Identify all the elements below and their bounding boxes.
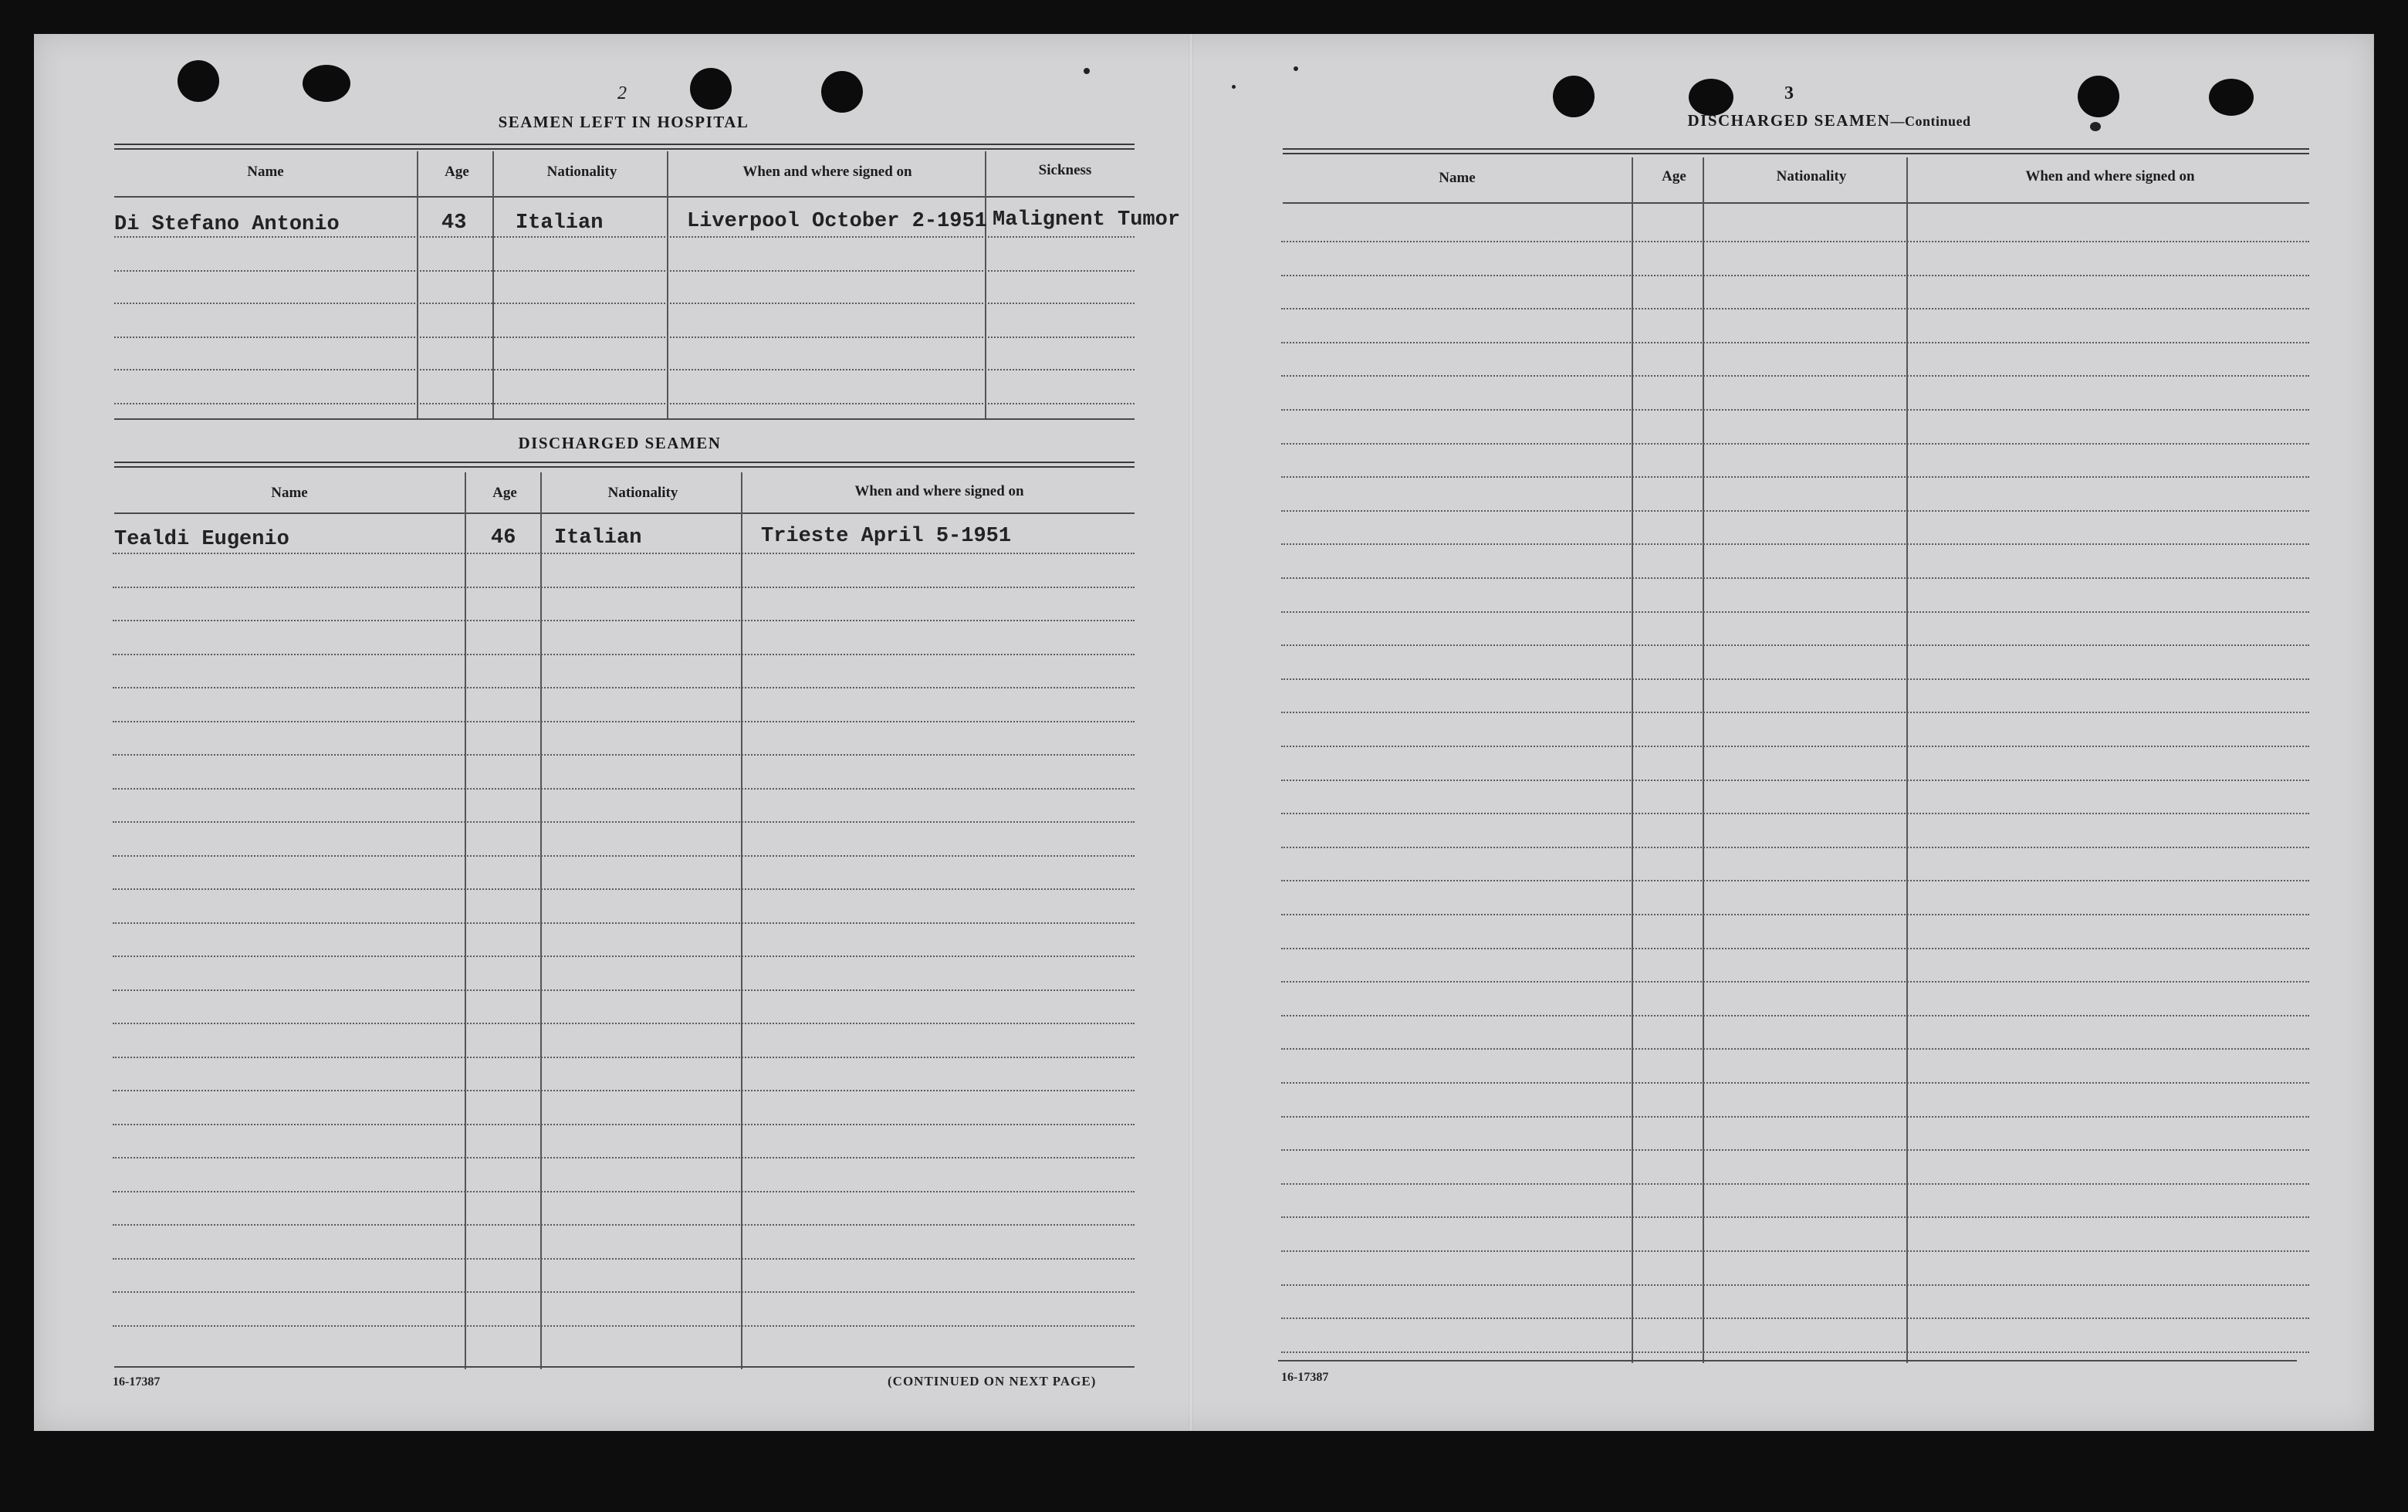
column-divider: [465, 472, 466, 1369]
row-line: [113, 788, 1135, 790]
col-header-signed-on: When and where signed on: [2025, 168, 2195, 184]
row-line: [114, 270, 1135, 272]
col-header-nationality: Nationality: [607, 485, 678, 501]
header-rule: [114, 144, 1135, 145]
row-line: [1281, 241, 2309, 242]
header-underline: [114, 196, 1135, 198]
table-bottom-rule: [1278, 1360, 2297, 1361]
row-line: [113, 855, 1135, 857]
col-header-age: Age: [445, 164, 469, 180]
sheet-edge: [2373, 34, 2374, 1431]
row-line: [113, 922, 1135, 924]
col-header-signed-on: When and where signed on: [854, 483, 1024, 499]
col-header-signed-on: When and where signed on: [742, 164, 912, 180]
punch-hole: [2078, 76, 2119, 117]
punch-hole: [303, 65, 350, 102]
row-line: [113, 1057, 1135, 1058]
row-line: [1281, 308, 2309, 310]
row-line: [1281, 914, 2309, 915]
row-line: [1281, 275, 2309, 276]
row-line: [113, 1224, 1135, 1226]
col-header-nationality: Nationality: [1776, 168, 1847, 184]
row-line: [1281, 443, 2309, 445]
col-header-nationality: Nationality: [546, 164, 617, 180]
row-line: [113, 553, 1135, 554]
row-line: [1281, 611, 2309, 613]
page-number-right: 3: [1784, 83, 1794, 103]
row-line: [1281, 1082, 2309, 1084]
row-line: [1281, 510, 2309, 512]
punch-hole: [690, 68, 732, 110]
row-line: [1281, 678, 2309, 680]
table-bottom-rule: [114, 1366, 1135, 1368]
row-line: [1281, 1183, 2309, 1185]
row-line: [1281, 1216, 2309, 1218]
page-fold: [1189, 34, 1193, 1431]
row-line: [1281, 409, 2309, 411]
row-line: [113, 1258, 1135, 1260]
row-line: [1281, 644, 2309, 646]
row-line: [113, 1124, 1135, 1125]
row-line: [114, 236, 1135, 238]
column-divider: [417, 151, 418, 418]
header-rule: [114, 462, 1135, 463]
col-header-age: Age: [492, 485, 517, 501]
row-line: [113, 587, 1135, 588]
row-line: [1281, 847, 2309, 848]
row-line: [1281, 746, 2309, 747]
header-underline: [114, 512, 1135, 514]
row-line: [113, 1291, 1135, 1293]
col-header-name: Name: [247, 164, 284, 180]
row-line: [1281, 1116, 2309, 1118]
form-number-right: 16-17387: [1281, 1371, 1329, 1384]
record-sheet: [34, 34, 2374, 1431]
row-line: [1281, 813, 2309, 814]
row-line: [114, 337, 1135, 338]
row-line: [1281, 1318, 2309, 1319]
row-line: [1281, 342, 2309, 343]
right-title-suffix: —Continued: [1890, 113, 1971, 129]
row-line: [1281, 712, 2309, 713]
row-line: [113, 1023, 1135, 1024]
row-line: [113, 721, 1135, 722]
row-line: [113, 754, 1135, 756]
col-header-age: Age: [1662, 168, 1686, 184]
page-number-left: 2: [617, 83, 627, 103]
row-line: [113, 1157, 1135, 1159]
right-section-title: [1621, 111, 2038, 130]
hospital-row-name: Di Stefano Antonio: [114, 213, 340, 236]
row-line: [1281, 981, 2309, 983]
column-divider: [540, 472, 542, 1369]
row-line: [113, 821, 1135, 823]
column-divider: [1703, 157, 1704, 1363]
hospital-row-age: 43: [441, 211, 467, 235]
punch-hole: [2209, 79, 2254, 116]
row-line: [113, 1325, 1135, 1327]
row-line: [114, 303, 1135, 304]
ink-speck: [1084, 68, 1090, 74]
row-line: [1281, 1351, 2309, 1353]
row-line: [1281, 1284, 2309, 1286]
table-bottom-rule: [114, 418, 1135, 420]
column-divider: [985, 151, 986, 418]
discharged-row-name: Tealdi Eugenio: [114, 528, 289, 551]
continued-note: (CONTINUED ON NEXT PAGE): [888, 1374, 1097, 1389]
discharged-row-age: 46: [491, 526, 516, 550]
column-divider: [667, 151, 668, 418]
discharged-row-signed-on: Trieste April 5-1951: [761, 525, 1012, 548]
row-line: [1281, 1048, 2309, 1050]
row-line: [113, 654, 1135, 655]
ink-speck: [1294, 66, 1298, 71]
row-line: [113, 989, 1135, 991]
hospital-section-title: SEAMEN LEFT IN HOSPITAL: [498, 113, 749, 131]
column-divider: [492, 151, 494, 418]
row-line: [113, 888, 1135, 890]
row-line: [1281, 1250, 2309, 1252]
col-header-sickness: Sickness: [1038, 162, 1092, 178]
ink-speck: [1232, 85, 1236, 89]
row-line: [114, 403, 1135, 404]
punch-hole: [178, 60, 219, 102]
discharged-row-nationality: Italian: [554, 526, 642, 550]
col-header-name: Name: [271, 485, 308, 501]
row-line: [113, 956, 1135, 957]
header-underline: [1283, 202, 2309, 204]
row-line: [114, 369, 1135, 370]
right-title-main: DISCHARGED SEAMEN: [1687, 111, 1891, 130]
row-line: [1281, 780, 2309, 781]
row-line: [1281, 577, 2309, 579]
row-line: [1281, 1149, 2309, 1151]
column-divider: [1632, 157, 1633, 1363]
hospital-row-signed-on: Liverpool October 2-1951: [687, 210, 987, 233]
row-line: [1281, 476, 2309, 478]
row-line: [1281, 1015, 2309, 1016]
ink-speck: [2090, 122, 2101, 131]
row-line: [113, 1191, 1135, 1192]
form-number-left: 16-17387: [113, 1375, 161, 1389]
column-divider: [741, 472, 742, 1369]
row-line: [1281, 880, 2309, 881]
punch-hole: [1553, 76, 1595, 117]
col-header-name: Name: [1439, 170, 1476, 186]
punch-hole: [821, 71, 863, 113]
hospital-row-nationality: Italian: [516, 211, 604, 235]
column-divider: [1906, 157, 1908, 1363]
row-line: [1281, 543, 2309, 545]
hospital-row-sickness: Malignent Tumor: [993, 208, 1181, 232]
row-line: [1281, 375, 2309, 377]
punch-hole: [1689, 79, 1733, 116]
row-line: [113, 620, 1135, 621]
row-line: [113, 687, 1135, 688]
row-line: [113, 1090, 1135, 1091]
row-line: [1281, 948, 2309, 949]
header-rule: [1283, 148, 2309, 150]
discharged-section-title: DISCHARGED SEAMEN: [518, 434, 722, 452]
